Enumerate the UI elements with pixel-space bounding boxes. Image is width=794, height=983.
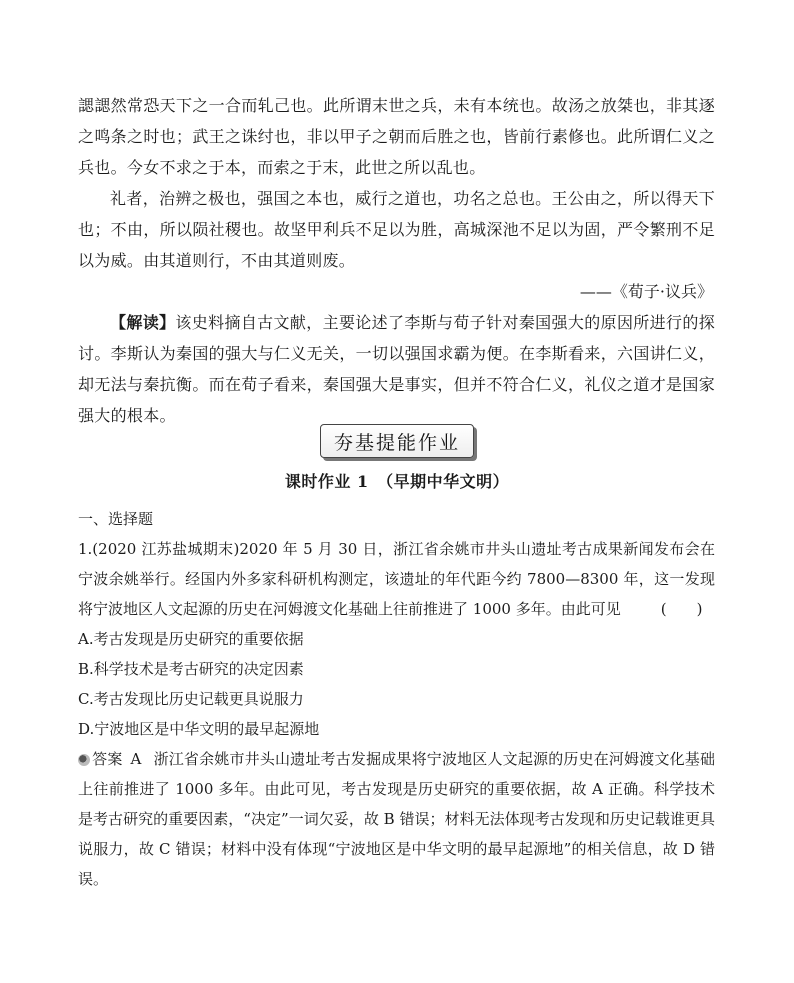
option-c: C.考古发现比历史记载更具说服力 bbox=[78, 690, 304, 708]
passage-block bbox=[78, 90, 715, 431]
passage-paragraph-1: 諰諰然常恐天下之一合而轧己也。此所谓末世之兵，未有本统也。故汤之放桀也，非其逐之鸣条之时也；武王之诛纣也，非以甲子之朝而后胜之也，皆前行素修也。此所谓仁义之兵也。今女不求之于本，而索之于末，此世之所以乱也。 bbox=[78, 96, 715, 177]
passage-source: ——《荀子·议兵》 bbox=[579, 282, 713, 301]
answer-paragraph bbox=[78, 744, 715, 894]
answer-analysis: 浙江省余姚市井头山遗址考古发掘成果将宁波地区人文起源的历史在河姆渡文化基础上往前推进了 1000 多年。由此可见，考古发现是历史研究的重要依据，故 A 正确。科学技术是考古研究的重要因素，“决定”一词欠妥，故 B 错误；材料无法体现考古发现和历史记载谁更具说服力，故 C 错误；材料中没有体现“宁波地区是中华文明的最早起源地”的相关信息，故 D 错误。 bbox=[78, 750, 715, 888]
answer-bullet-icon bbox=[78, 754, 90, 766]
option-a: A.考古发现是历史研究的重要依据 bbox=[78, 630, 304, 648]
option-b: B.科学技术是考古研究的决定因素 bbox=[78, 660, 304, 678]
passage-paragraph-2: 礼者，治辨之极也，强国之本也，威行之道也，功名之总也。王公由之，所以得天下也；不由，所以陨社稷也。故坚甲利兵不足以为胜，高城深池不足以为固，严令繁刑不足以为威。由其道则行，不由其道则废。 bbox=[78, 189, 715, 270]
question-stem bbox=[78, 534, 715, 624]
interpretation-tag: 【解读】 bbox=[110, 313, 176, 332]
section-heading: 一、选择题 bbox=[78, 510, 154, 528]
interpretation-text: 该史料摘自古文献，主要论述了李斯与荀子针对秦国强大的原因所进行的探讨。李斯认为秦国的强大与仁义无关，一切以强国求霸为便。在李斯看来，六国讲仁义，却无法与秦抗衡。而在荀子看来，秦国强大是事实，但并不符合仁义，礼仪之道才是国家强大的根本。 bbox=[78, 313, 716, 425]
question-stem-text: 1.(2020 江苏盐城期末)2020 年 5 月 30 日，浙江省余姚市井头山遗址考古成果新闻发布会在宁波余姚举行。经国内外多家科研机构测定，该遗址的年代距今约 7800—8300 年，这一发现将宁波地区人文起源的历史在河姆渡文化基础上往前推进了 1000 多年。由此可见 bbox=[78, 540, 715, 618]
banner-container bbox=[0, 424, 794, 460]
answer-label: 答案 bbox=[92, 750, 123, 768]
lesson-title: 课时作业 1 （早期中华文明） bbox=[284, 472, 510, 491]
interpretation-paragraph bbox=[78, 307, 715, 431]
answer-key: A bbox=[130, 750, 142, 768]
exercise-section bbox=[78, 504, 715, 894]
section-banner: 夯基提能作业 bbox=[320, 424, 474, 458]
answer-bracket: ( ) bbox=[660, 600, 703, 618]
option-d: D.宁波地区是中华文明的最早起源地 bbox=[78, 720, 320, 738]
